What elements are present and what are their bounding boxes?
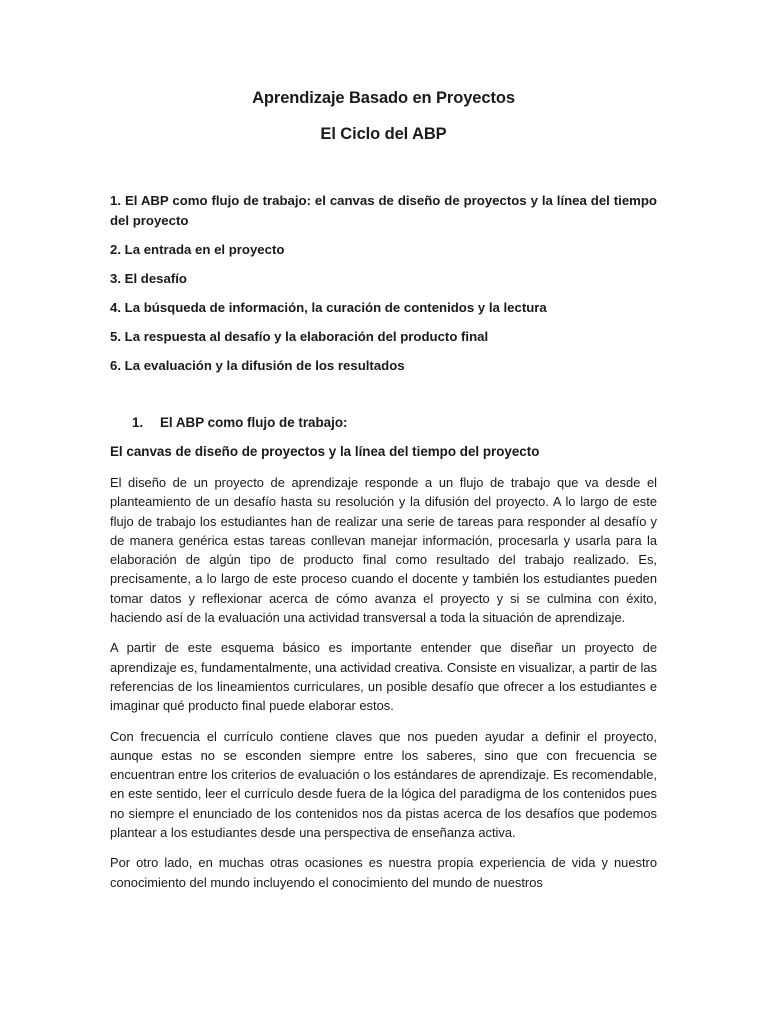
table-of-contents: [110, 191, 657, 376]
toc-item-6: 6. La evaluación y la difusión de los resultados: [110, 358, 405, 373]
toc-item-1: 1. El ABP como flujo de trabajo: el canvas de diseño de proyectos y la línea del tiempo del proyecto: [110, 193, 657, 228]
body-text: [110, 473, 657, 903]
document-subtitle: El Ciclo del ABP: [320, 125, 447, 143]
paragraph: Por otro lado, en muchas otras ocasiones es nuestra propia experiencia de vida y nuestro conocimiento del mundo incluyendo el conocimiento del mundo de nuestros: [110, 855, 657, 890]
paragraph: El diseño de un proyecto de aprendizaje responde a un flujo de trabajo que va desde el planteamiento de un desafío hasta su resolución y la difusión del proyecto. A lo largo de este flujo de trabajo los estudiantes han de realizar una serie de tareas para responder al desafío y de manera genérica estas tareas conllevan manejar información, procesarla y usarla para la elaboración de algún tipo de producto final como resultado del trabajo realizado. Es, precisamente, a lo largo de este proceso cuando el docente y también los estudiantes pueden tomar datos y reflexionar acerca de cómo avanza el proyecto y si se culmina con éxito, haciendo así de la evaluación una actividad transversal a toda la situación de aprendizaje.: [110, 475, 657, 626]
toc-item-2: 2. La entrada en el proyecto: [110, 242, 285, 257]
toc-item-3: 3. El desafío: [110, 271, 187, 286]
paragraph: A partir de este esquema básico es importante entender que diseñar un proyecto de aprendizaje es, fundamentalmente, una actividad creativa. Consiste en visualizar, a partir de las referencias de los lineamientos curriculares, un posible desafío que ofrecer a los estudiantes e imaginar qué producto final puede elaborar estos.: [110, 640, 657, 714]
section-subheading: El canvas de diseño de proyectos y la línea del tiempo del proyecto: [110, 444, 540, 459]
document-title: Aprendizaje Basado en Proyectos: [252, 89, 515, 107]
section-heading-text: El ABP como flujo de trabajo:: [160, 415, 348, 430]
section-heading: [110, 413, 348, 433]
section-number: 1.: [132, 415, 144, 430]
toc-item-5: 5. La respuesta al desafío y la elaboración del producto final: [110, 329, 489, 344]
paragraph: Con frecuencia el currículo contiene claves que nos pueden ayudar a definir el proyecto, aunque estas no se esconden siempre entre los saberes, sino que con frecuencia se encuentran entre los criterios de evaluación o los estándares de aprendizaje. Es recomendable, en este sentido, leer el currículo desde fuera de la lógica del paradigma de los contenidos pues no siempre el enunciado de los contenidos nos da pistas acerca de los desafíos que podemos plantear a los estudiantes desde una perspectiva de enseñanza activa.: [110, 728, 657, 841]
toc-item-4: 4. La búsqueda de información, la curación de contenidos y la lectura: [110, 300, 547, 315]
